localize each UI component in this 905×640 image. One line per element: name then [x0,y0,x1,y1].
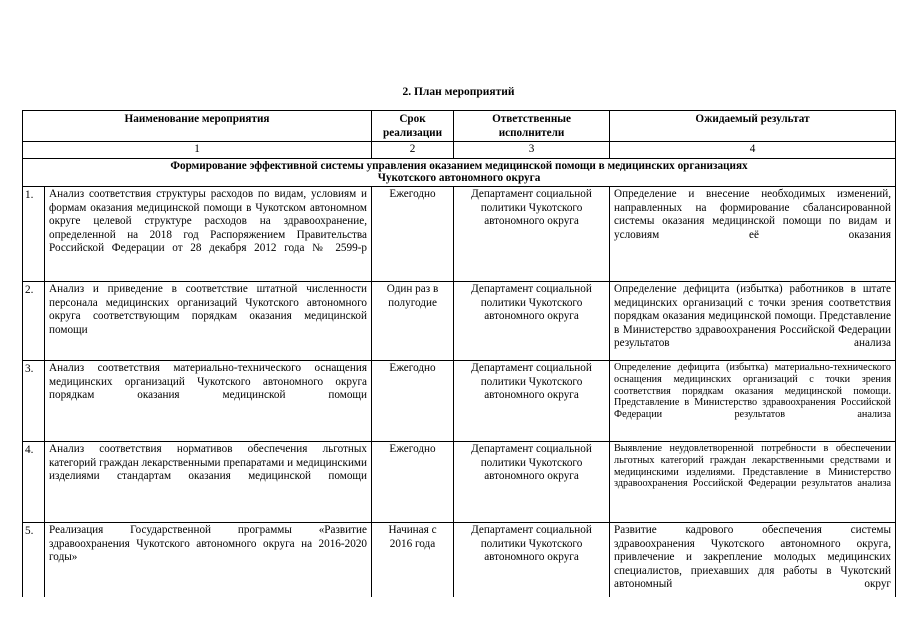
header-name: Наименование мероприятия [23,111,372,142]
section-title-line2: Чукотского автономного округа [377,172,541,185]
column-number: 3 [454,142,610,159]
table-row [23,522,896,597]
measure-name: Анализ соответствия материально-технического оснащения медицинских организаций Чукотского автономного округа порядкам оказания медицинской помощи [45,360,372,441]
column-number-row [23,142,896,159]
measure-result: Развитие кадрового обеспечения системы здравоохранения Чукотского автономного округа, привлечение и закрепление молодых медицинских специалистов, приехавших для работы в Чукотский автономный округ [610,522,896,597]
measure-result: Определение и внесение необходимых изменений, направленных на формирование сбалансированной системы оказания медицинской помощи по видам и условиям её оказания [610,186,896,281]
column-number: 1 [23,142,372,159]
measure-term: Ежегодно [372,441,454,522]
measure-name: Реализация Государственной программы «Развитие здравоохранения Чукотского автономного округа на 2016-2020 годы» [45,522,372,597]
column-number: 4 [610,142,896,159]
measure-result: Определение дефицита (избытка) работников в штате медицинских организаций с точки зрения соответствия порядкам оказания медицинской помощи. Представление в Министерство здравоохранения Российской Федерации результатов анализа [610,281,896,360]
plan-table [22,110,896,597]
header-row [23,111,896,142]
measure-term: Ежегодно [372,186,454,281]
measure-term: Ежегодно [372,360,454,441]
section-row [23,158,896,186]
measure-name: Анализ и приведение в соответствие штатной численности персонала медицинских организаций Чукотского автономного округа соответствующим порядкам оказания медицинской помощи [45,281,372,360]
table-row [23,281,896,360]
row-number: 3. [23,360,45,441]
measure-term: Начиная с 2016 года [372,522,454,597]
table-row [23,360,896,441]
section-title [23,158,896,186]
measure-executor: Департамент социальной политики Чукотского автономного округа [454,522,610,597]
measure-executor: Департамент социальной политики Чукотского автономного округа [454,360,610,441]
header-term: Срок реализации [372,111,454,142]
column-number: 2 [372,142,454,159]
header-result: Ожидаемый результат [610,111,896,142]
measure-name: Анализ соответствия структуры расходов по видам, условиям и формам оказания медицинской помощи в Чукотском автономном округе целевой структуре расходов на здравоохранение, определенной на 2018 год Распоряжением Правительства Российской Федерации от 28 декабря 2012 года № 2599-р [45,186,372,281]
plan-title: 2. План мероприятий [402,86,515,98]
section-title-line1: Формирование эффективной системы управления оказанием медицинской помощи в медицинских организациях [170,159,748,172]
measure-result: Определение дефицита (избытка) материально-технического оснащения медицинских организаций с точки зрения соответствия порядкам оказания медицинской помощи. Представление в Министерство здравоохранения Российской Федерации результатов анализа [610,360,896,441]
measure-result: Выявление неудовлетворенной потребности в обеспечении льготных категорий граждан лекарственными средствами и медицинскими изделиями. Представление в Министерство здравоохранения Российской Федерации результатов анализа [610,441,896,522]
measure-executor: Департамент социальной политики Чукотского автономного округа [454,281,610,360]
header-exec: Ответственные исполнители [454,111,610,142]
row-number: 2. [23,281,45,360]
row-number: 4. [23,441,45,522]
row-number: 1. [23,186,45,281]
measure-executor: Департамент социальной политики Чукотского автономного округа [454,441,610,522]
table-row [23,441,896,522]
row-number: 5. [23,522,45,597]
measure-executor: Департамент социальной политики Чукотского автономного округа [454,186,610,281]
table-row [23,186,896,281]
measure-term: Один раз в полугодие [372,281,454,360]
measure-name: Анализ соответствия нормативов обеспечения льготных категорий граждан лекарственными препаратами и медицинскими изделиями стандартам оказания медицинской помощи [45,441,372,522]
